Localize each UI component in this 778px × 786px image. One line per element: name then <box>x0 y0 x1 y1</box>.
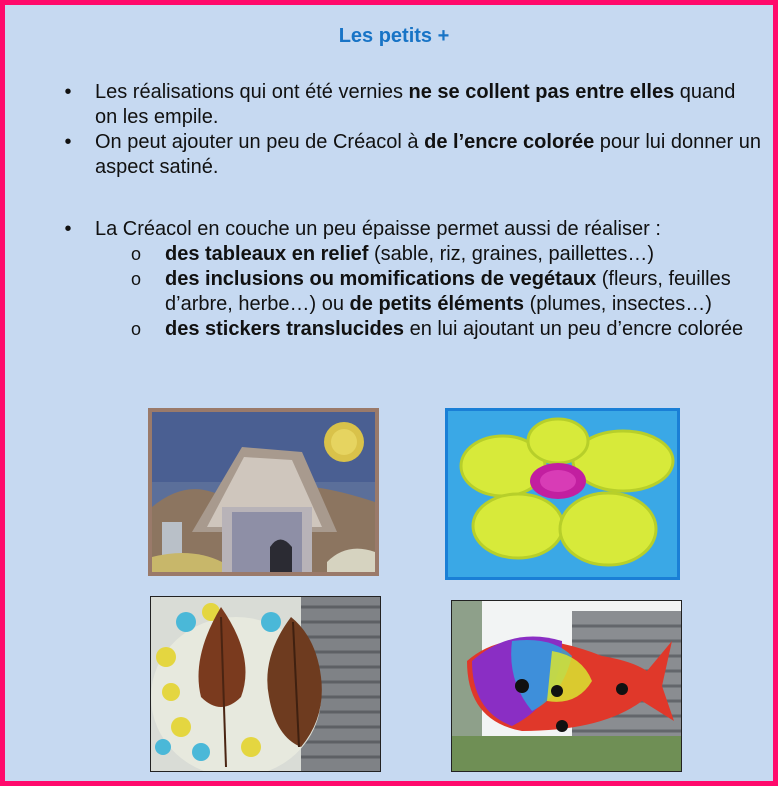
sub-list-item: o des stickers translucides en lui ajoutant un peu d’encre colorée <box>131 318 744 340</box>
list-item: • Les réalisations qui ont été vernies ne se collent pas entre elles quand on les empile. <box>64 81 736 128</box>
sub-list <box>63 242 763 342</box>
bullet-list-2 <box>63 217 763 242</box>
bullet-marker: • <box>64 131 72 153</box>
page-title: Les petits + <box>338 25 450 47</box>
bullet-marker: • <box>64 81 72 103</box>
list-item: • On peut ajouter un peu de Créacol à de l’encre colorée pour lui donner un aspect satiné. <box>64 131 761 178</box>
bullet-list <box>63 80 763 180</box>
sub-marker: o <box>131 244 142 264</box>
sub-list-item: o des tableaux en relief (sable, riz, graines, paillettes…) <box>131 243 655 265</box>
leaves-sticker-photo <box>150 596 381 772</box>
relief-painting-photo <box>148 408 379 576</box>
sub-marker: o <box>131 269 142 289</box>
list-item: • La Créacol en couche un peu épaisse permet aussi de réaliser : <box>64 218 661 240</box>
flower-photo <box>445 408 680 580</box>
fish-sticker-photo <box>451 600 682 772</box>
sub-marker: o <box>131 319 142 339</box>
sub-list-item: o des inclusions ou momifications de vegétaux (fleurs, feuilles d’arbre, herbe…) ou de petits éléments (plumes, insectes…) <box>131 268 731 315</box>
bullet-marker: • <box>64 218 72 240</box>
